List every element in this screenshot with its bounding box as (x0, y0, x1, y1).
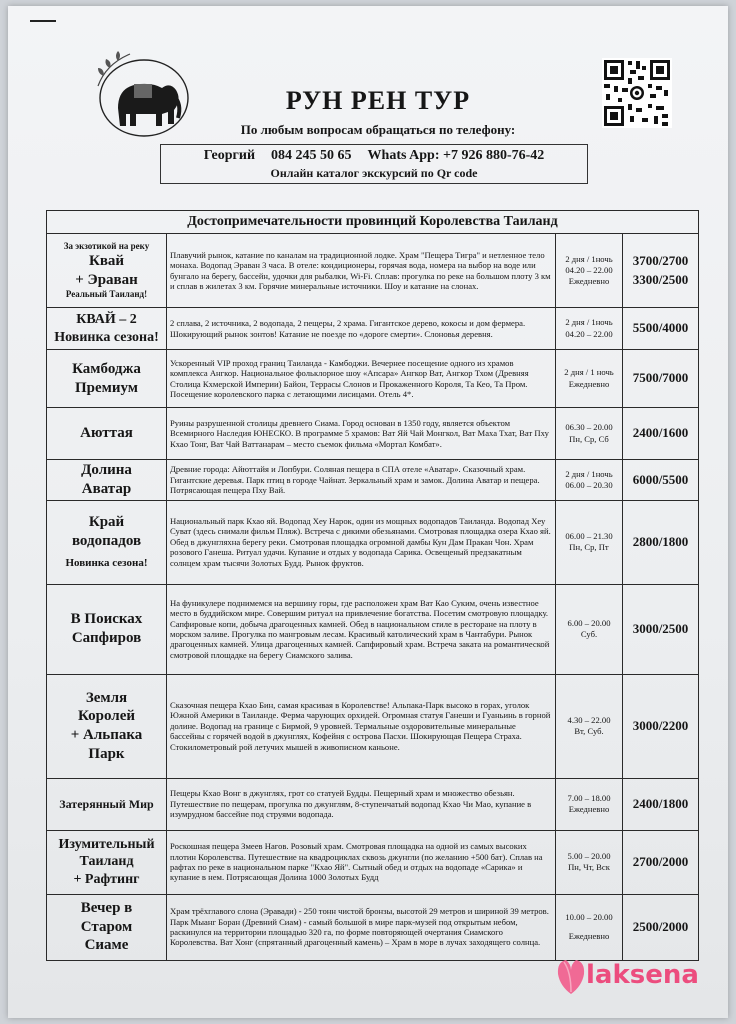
table-row (47, 778, 699, 830)
tour-price (623, 350, 699, 408)
tour-name-line2: Королей (78, 708, 135, 725)
tour-schedule (556, 894, 623, 960)
tour-name-line3: + Рафтинг (73, 871, 140, 887)
price-line: 3000/2200 (632, 717, 689, 733)
catalog-note: Онлайн каталог экскурсий по Qr code (270, 166, 478, 180)
tour-name-line4: Парк (88, 745, 125, 762)
tour-name-cell (47, 584, 167, 674)
watermark-flower-icon (554, 956, 588, 996)
price-line: 2800/1800 (632, 533, 689, 549)
tour-name-cell (47, 350, 167, 408)
tour-description: Плавучий рынок, катание по каналам на традиционной лодке. Храм "Пещера Тигра" и нетленное тело монаха. Водопад Эраван 3 часа. В отеле: кондиционеры, горячая вода, номера на выбор на воде или бунгало на берегу, бассейн, удочки для рыбалки, Wi-Fi. Сплав: прогулка по реке на большом плоту 3 км и сплав в жилетах 3 км. Горячие минеральные источники. Шоу и катание на слонах. (167, 234, 556, 308)
schedule-line: Пн, Чт, Вск (568, 862, 610, 872)
price-line: 2700/2000 (632, 853, 689, 869)
contact-line (161, 148, 587, 164)
price-line: 3000/2500 (632, 620, 689, 636)
schedule-line: 04.20 – 22.00 (565, 328, 613, 339)
tour-schedule (556, 350, 623, 408)
price-line: 3700/2700 (632, 253, 689, 269)
tour-name: Аюттая (80, 425, 133, 442)
tour-name: КВАЙ – 2 (76, 312, 137, 327)
tour-schedule (556, 460, 623, 501)
tour-description: На фуникулере поднимемся на вершину горы, где расположен храм Ват Као Суким, очень известное место в буддийском мире. Совершим ритуал на привлечение богатства. Посетим смотровую площадку. Сапфировые копи, добыча драгоценных камней. Обед в национальном стиле в ресторане на плоту в морском заливе. Прогулка по мангровым лесам. Красивый католический храм в Чантабури. Рынок драгоценных камней. Улица драгоценных камней. Сапфировый храм. Встреча заката на романтической смотровой площадке на берегу Сиамского залива. (167, 584, 556, 674)
tour-name-cell (47, 778, 167, 830)
schedule-line: 5.00 – 20.00 (567, 850, 611, 861)
tour-name: Затерянный Мир (59, 796, 154, 811)
table-row (47, 500, 699, 584)
tour-name-cell (47, 500, 167, 584)
tour-schedule (556, 830, 623, 894)
tour-name-cell (47, 234, 167, 308)
contact-name: Георгий (203, 148, 256, 163)
tour-name-bottom: Реальный Таиланд! (65, 289, 148, 300)
table-row (47, 308, 699, 350)
price-line: 2500/2000 (632, 918, 689, 934)
tour-name-line2: Сапфиров (71, 630, 142, 646)
tour-schedule (556, 500, 623, 584)
price-line: 3300/2500 (632, 271, 689, 287)
tour-name: Изумительный (58, 836, 155, 852)
tour-name-cell (47, 830, 167, 894)
schedule-line: 06.00 – 21.30 (565, 530, 613, 541)
contact-subtitle: По любым вопросам обращаться по телефону: (240, 122, 516, 137)
table-row (47, 584, 699, 674)
price-line: 7500/7000 (632, 370, 689, 386)
tour-name-line2: Таиланд (79, 854, 134, 870)
tour-description: Сказочная пещера Кхао Бин, самая красивая в Королевстве! Альпака-Парк высоко в горах, уголок Южной Америки в Таиланде. Ферма чарующих орхидей. Огромная статуя Ганеши и Гуаньинь в горной долине. Водопад на границе с Бирмой, 9 уровней. Термальные оздоровительные минеральные бассейны с горячей водой в джунглях, Кофейня с острова Пасхи. Шокирующая Пещера Страха. Стокилометровый рой летучих мышей в живописном каньоне. (167, 674, 556, 778)
tour-schedule (556, 408, 623, 460)
tour-schedule (556, 674, 623, 778)
tour-name-line2: Аватар (81, 480, 132, 497)
tour-price (623, 778, 699, 830)
schedule-line: 2 дня / 1 ночь (564, 367, 614, 378)
tour-name: Земля (85, 689, 128, 706)
tour-name-line2: + Эраван (75, 271, 138, 288)
schedule-line: Ежедневно (568, 931, 610, 941)
tour-name-top: За экзотикой на реку (63, 240, 150, 251)
tour-schedule (556, 234, 623, 308)
tour-price (623, 500, 699, 584)
schedule-line: 10.00 – 20.00 (565, 911, 613, 922)
tour-name-cell (47, 408, 167, 460)
price-line: 5500/4000 (632, 320, 689, 336)
price-line: 6000/5500 (632, 471, 689, 487)
table-row (47, 830, 699, 894)
tour-name: Квай (88, 252, 125, 269)
corner-mark (30, 20, 56, 22)
tour-price (623, 460, 699, 501)
table-row (47, 894, 699, 960)
tour-name: Долина (81, 462, 132, 478)
tour-description: Роскошная пещера Змеев Нагов. Розовый храм. Смотровая площадка на одной из самых высоких плотин Королевства. Путешествие на квадроциклах сквозь джунгли (по желанию +500 бат). Сплав на рафтах по реке в национальном парке "Кхао Яй". Сытный обед и отдых на водопаде «Сарика» и купание в нем. Потрясающая Долина 1000 Золотых Будд (167, 830, 556, 894)
tour-price (623, 308, 699, 350)
tour-schedule (556, 584, 623, 674)
tour-name-bottom: Новинка сезона! (65, 556, 148, 569)
whatsapp-number: Whats App: +7 926 880-76-42 (367, 148, 545, 163)
tour-price (623, 830, 699, 894)
price-line: 2400/1600 (632, 425, 689, 441)
schedule-line: Суб. (580, 629, 598, 639)
schedule-line: 6.00 – 20.00 (567, 617, 611, 628)
table-row (47, 234, 699, 308)
tour-description: Храм трёхглавого слона (Эравади) - 250 тонн чистой бронзы, высотой 29 метров и шириной 39 метров. Парк Мыанг Боран (Древний Сиам) - самый большой в мире парк-музей под открытым небом, раскинулся на территории площадью 320 га, по форме повторяющей очертания Сиамского Королевства. Ват Хонг (спрятанный драгоценный камень) – Храм в море в лучах заходящего солнца. (167, 894, 556, 960)
tour-name: Камбоджа (72, 360, 141, 377)
watermark-text: laksena (586, 960, 699, 990)
elephant-logo (90, 46, 194, 140)
contact-phone: 084 245 50 65 (271, 148, 352, 163)
schedule-line: 04.20 – 22.00 (565, 264, 613, 275)
qr-code (602, 58, 672, 128)
schedule-line: Ежедневно (568, 804, 610, 814)
tour-name-line2: Премиум (74, 379, 139, 396)
tour-name: Край (88, 514, 125, 531)
schedule-line: Вт, Суб. (574, 726, 604, 736)
tour-schedule (556, 778, 623, 830)
schedule-line: 06.30 – 20.00 (565, 422, 613, 433)
table-row (47, 460, 699, 501)
table-row (47, 674, 699, 778)
flyer-sheet (8, 6, 728, 1018)
tour-schedule (556, 308, 623, 350)
schedule-line: 2 дня / 1ночь (565, 253, 613, 264)
schedule-line: Пн, Ср, Сб (569, 433, 609, 444)
tour-name-cell (47, 460, 167, 501)
contact-box (160, 144, 588, 184)
price-line: 2400/1800 (632, 795, 689, 811)
tour-name-cell (47, 894, 167, 960)
table-title: Достопримечательности провинций Королевства Таиланд (47, 211, 699, 234)
schedule-line: Пн, Ср, Пт (569, 542, 609, 552)
tour-name-cell (47, 308, 167, 350)
tour-price (623, 234, 699, 308)
tour-description: Древние города: Айюттайя и Лопбури. Соляная пещера в СПА отеле «Аватар». Сказочный храм. Гигантские деревья. Парк птиц в городе Чайнат. Зеркальный храм и замок. Долина Аватар и пещера. Потрясающая пещера Пху Вай. (167, 460, 556, 501)
tour-name-line3: + Альпака (70, 727, 143, 743)
schedule-line: Ежедневно (568, 276, 610, 287)
tour-price (623, 894, 699, 960)
tour-name-bottom: Новинка сезона! (54, 329, 159, 345)
tour-description: Ускоренный VIP проход границ Таиланда - Камбоджи. Вечернее посещение одного из храмов комплекса Ангкор. Национальное фольклорное шоу «Апсара» Ангкор Ват, Ангкор Тхом (Древняя Столица Кхмерской Империи) Байон, Террасы Слонов и Прокаженного Короля, Та Кео, Та Пром. Посещение королевского парка с летающими лисицами. Отель 4*. (167, 350, 556, 408)
table-row (47, 408, 699, 460)
tour-description: Пещеры Кхао Вонг в джунглях, грот со статуей Будды. Пещерный храм и множество обезьян. Путешествие по пещерам, прогулка по джунглям, 8-ступенчатый водопад Кхао Чи Мао, купание в изумрудном бассейне под струями водопада. (167, 778, 556, 830)
tour-price (623, 408, 699, 460)
tour-name: В Поисках (70, 611, 143, 628)
tour-name-line2: водопадов (71, 533, 142, 550)
tour-price (623, 674, 699, 778)
schedule-line: 06.00 – 20.30 (565, 479, 613, 490)
tour-name-cell (47, 674, 167, 778)
company-title: РУН РЕН ТУР (285, 86, 471, 115)
tour-description: Руины разрушенной столицы древнего Сиама. Город основан в 1350 году, является объектом Всемирного Наследия ЮНЕСКО. В программе 5 храмов: Ват Яй Чай Монгкол, Ват Маха Тхат, Ват Пху Кхао Тонг, Ват Чай Ваттанарам – место съемок фильма «Мортал Комбат». (167, 408, 556, 460)
tours-table (46, 210, 699, 961)
table-row (47, 350, 699, 408)
tour-price (623, 584, 699, 674)
schedule-line: Ежедневно (568, 378, 610, 389)
schedule-line: 4.30 – 22.00 (567, 714, 611, 725)
watermark (548, 952, 728, 1006)
tour-description: 2 сплава, 2 источника, 2 водопада, 2 пещеры, 2 храма. Гигантское дерево, кокосы и дом фермера. Шокирующий рынок зонтов! Катание не поезде по «дороге смерти». Слоновья деревня. (167, 308, 556, 350)
schedule-line: 2 дня / 1ночь (565, 468, 613, 479)
schedule-line: 2 дня / 1ночь (565, 317, 613, 328)
tour-name: Вечер в (80, 899, 133, 916)
tour-name-line3: Сиаме (84, 937, 129, 954)
schedule-line: 7.00 – 18.00 (567, 792, 611, 803)
tour-name-line2: Старом (80, 918, 133, 935)
tour-description: Национальный парк Кхао яй. Водопад Хеу Нарок, один из мощных водопадов Таиланда. Водопад Хеу Суват (здесь снимали фильм Пляж). Встреча с дикими обезьянами. Смотровая площадка озера Кхао яй. Обед в джунгляхна берегу реки. Смотровая площадка огромной дамбы Кун Дам Пракан Чон. Храм розового Ганеша. Ритуал удачи. Купание и отдых у водопада Сарика. Освещеный предзакатным солнцем храм тысячи Золотых Будд. Рынок фруктов. (167, 500, 556, 584)
